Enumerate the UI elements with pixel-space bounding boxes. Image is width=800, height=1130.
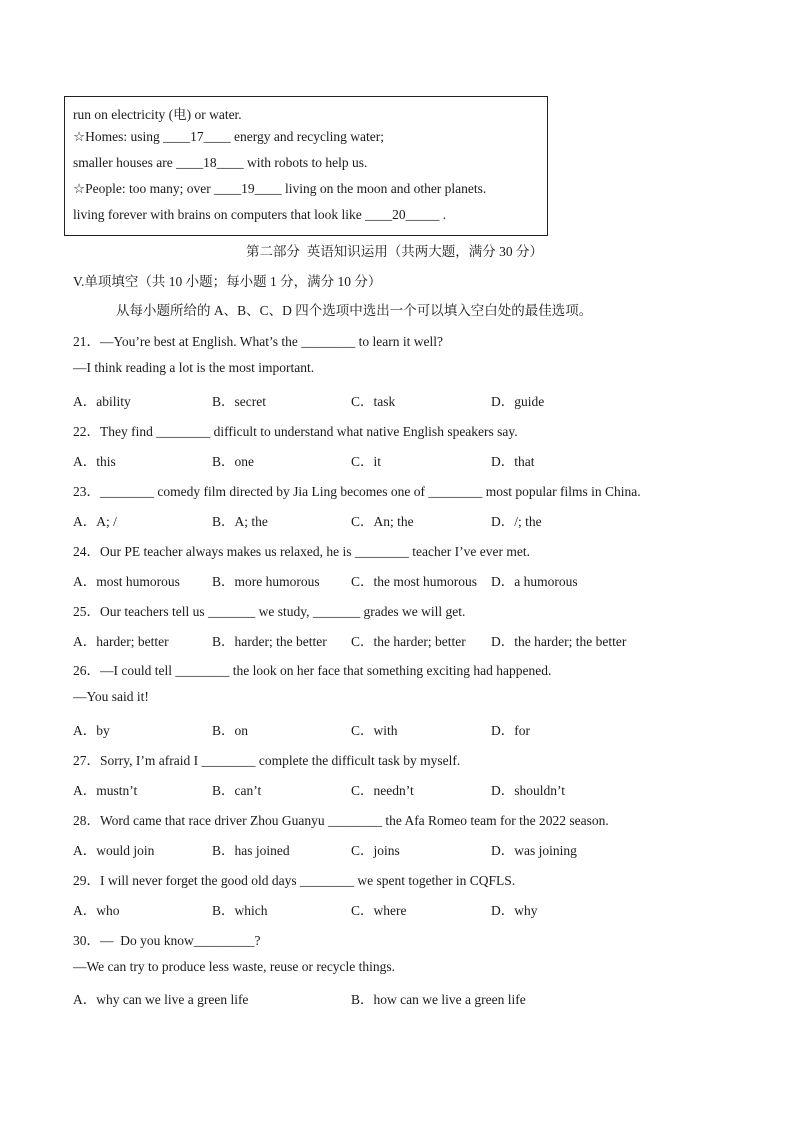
q27-option-c[interactable]: C．needn’t (351, 783, 414, 798)
q27-option-d[interactable]: D．shouldn’t (491, 783, 566, 798)
box-line-5 (73, 207, 446, 223)
question-24-stem: 24．Our PE teacher always makes us relaxed, he is ________ teacher I’ve ever met. (73, 544, 530, 559)
q25-option-b[interactable]: B．harder; the better (212, 634, 327, 649)
question-30-stem: 30．— Do you know_________? (73, 933, 261, 948)
q23-option-c[interactable]: C．An; the (351, 514, 414, 529)
question-28-stem: 28．Word came that race driver Zhou Guanyu ________ the Afa Romeo team for the 2022 season. (73, 813, 609, 828)
q29-option-c[interactable]: C．where (351, 903, 407, 918)
box-line-2 (73, 129, 384, 145)
q21-option-a[interactable]: A．ability (73, 394, 131, 409)
q30-option-b[interactable]: B．how can we live a green life (351, 992, 526, 1007)
question-29-stem: 29．I will never forget the good old days ________ we spent together in CQFLS. (73, 873, 516, 888)
q23-option-b[interactable]: B．A; the (212, 514, 268, 529)
question-21-stem2: —I think reading a lot is the most important. (73, 360, 315, 375)
q25-option-a[interactable]: A．harder; better (73, 634, 169, 649)
blank-20: ____20_____ (365, 207, 440, 222)
q25-option-d[interactable]: D．the harder; the better (491, 634, 627, 649)
question-26-stem: 26．—I could tell ________ the look on her face that something exciting had happened. (73, 663, 552, 678)
question-21-stem: 21．—You’re best at English. What’s the ________ to learn it well? (73, 334, 443, 349)
q23-option-a[interactable]: A．A; / (73, 514, 117, 529)
q29-option-b[interactable]: B．which (212, 903, 268, 918)
box-line-3-pre: smaller houses are (73, 155, 177, 170)
box-line-4 (73, 181, 486, 197)
box-line-5-post: . (439, 207, 447, 222)
q22-option-b[interactable]: B．one (212, 454, 254, 469)
q23-option-d[interactable]: D．/; the (491, 514, 542, 529)
q27-option-b[interactable]: B．can’t (212, 783, 262, 798)
q25-option-c[interactable]: C．the harder; better (351, 634, 466, 649)
question-27-stem: 27．Sorry, I’m afraid I ________ complete the difficult task by myself. (73, 753, 461, 768)
q22-option-c[interactable]: C．it (351, 454, 382, 469)
q27-option-a[interactable]: A．mustn’t (73, 783, 138, 798)
q26-option-b[interactable]: B．on (212, 723, 249, 738)
q26-option-d[interactable]: D．for (491, 723, 530, 738)
q30-option-a[interactable]: A．why can we live a green life (73, 992, 249, 1007)
q24-option-c[interactable]: C．the most humorous (351, 574, 478, 589)
section-title: V.单项填空（共 10 小题；每小题 1 分，满分 10 分） (73, 274, 382, 289)
q28-option-c[interactable]: C．joins (351, 843, 400, 858)
question-23-stem: 23．________ comedy film directed by Jia Ling becomes one of ________ most popular films in China. (73, 484, 641, 499)
box-line-3-post: with robots to help us. (243, 155, 368, 170)
blank-19: ____19____ (214, 181, 282, 196)
q28-option-d[interactable]: D．was joining (491, 843, 577, 858)
passage-box (64, 96, 548, 236)
q21-option-d[interactable]: D．guide (491, 394, 545, 409)
q29-option-a[interactable]: A．who (73, 903, 120, 918)
q24-option-d[interactable]: D．a humorous (491, 574, 578, 589)
box-line-1: run on electricity (电) or water. (73, 107, 242, 122)
part-title: 第二部分 英语知识运用（共两大题，满分 30 分） (246, 244, 543, 259)
q24-option-a[interactable]: A．most humorous (73, 574, 180, 589)
blank-18: ____18____ (176, 155, 244, 170)
question-30-stem2: —We can try to produce less waste, reuse or recycle things. (73, 959, 396, 974)
q29-option-d[interactable]: D．why (491, 903, 538, 918)
question-25-stem: 25．Our teachers tell us _______ we study, _______ grades we will get. (73, 604, 466, 619)
q26-option-a[interactable]: A．by (73, 723, 110, 738)
box-line-2-post: energy and recycling water; (230, 129, 385, 144)
box-line-2-pre: ☆Homes: using (73, 129, 164, 144)
q28-option-b[interactable]: B．has joined (212, 843, 290, 858)
q21-option-b[interactable]: B．secret (212, 394, 266, 409)
box-line-4-pre: ☆People: too many; over (73, 181, 215, 196)
q26-option-c[interactable]: C．with (351, 723, 398, 738)
question-26-stem2: —You said it! (73, 689, 149, 704)
box-line-5-pre: living forever with brains on computers that look like (73, 207, 366, 222)
q24-option-b[interactable]: B．more humorous (212, 574, 320, 589)
q22-option-a[interactable]: A．this (73, 454, 116, 469)
instruction: 从每小题所给的 A、B、C、D 四个选项中选出一个可以填入空白处的最佳选项。 (116, 303, 593, 318)
q28-option-a[interactable]: A．would join (73, 843, 155, 858)
box-line-3 (73, 155, 367, 171)
box-line-4-post: living on the moon and other planets. (281, 181, 487, 196)
blank-17: ____17____ (163, 129, 231, 144)
question-22-stem: 22．They find ________ difficult to understand what native English speakers say. (73, 424, 518, 439)
q21-option-c[interactable]: C．task (351, 394, 396, 409)
q22-option-d[interactable]: D．that (491, 454, 535, 469)
